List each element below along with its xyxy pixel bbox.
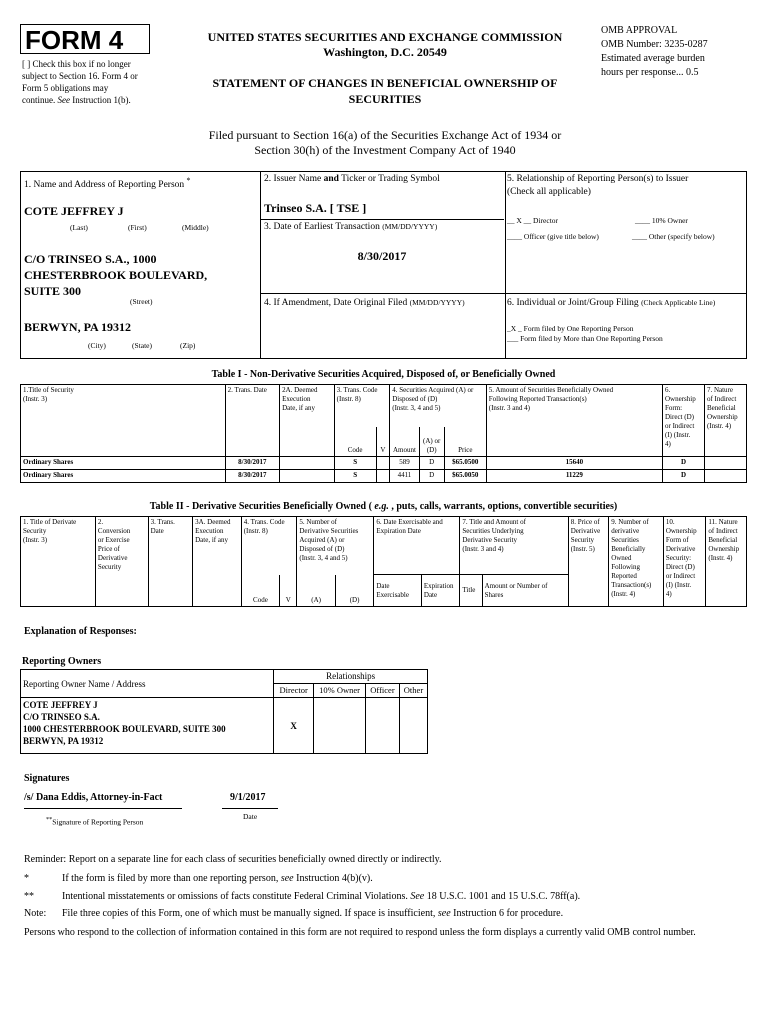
relationship-director: __ X __ Director [507,216,559,225]
explanation-heading: Explanation of Responses: [24,626,137,637]
omb-approval: OMB APPROVAL OMB Number: 3235-0287 Estimated average burden hours per response... 0.5 [601,25,708,78]
agency-name: UNITED STATES SECURITIES AND EXCHANGE COMMISSION [207,30,563,44]
signer-name: /s/ Dana Eddis, Attorney-in-Fact [24,792,163,803]
signature-caption: **Signature of Reporting Person [46,816,144,827]
filing-one-person: _X _ Form filed by One Reporting Person [507,324,634,333]
earliest-transaction-date: 8/30/2017 [357,249,407,263]
reporting-person-city: BERWYN, PA 19312 [24,320,132,334]
box6-label: 6. Individual or Joint/Group Filing (Check Applicable Line) [507,298,716,308]
footnote-note: File three copies of this Form, one of which must be manually signed. If space is insufficient, see Instruction 6 for procedure. [62,908,564,919]
omb-notice: Persons who respond to the collection of information contained in this form are not required to respond unless the form displays a currently valid OMB control number. [24,927,696,938]
box4-label: 4. If Amendment, Date Original Filed (MM/DD/YYYY) [264,298,465,308]
form-title: FORM 4 [20,24,150,54]
table1-title: Table I - Non-Derivative Securities Acquired, Disposed of, or Beneficially Owned [211,369,556,380]
relationship-other: ____ Other (specify below) [632,232,715,241]
filer-info-grid: 1. Name and Address of Reporting Person * COTE JEFFREY J (Last) (First) (Middle) C/O TRINSEO S.A., 1000 CHESTERBROOK BOULEVARD, SUITE 300 (Street) BERWYN, PA 19312 (City) (State) (Zip) 2. Issuer Name and Ticker or Trading Symbol Trinseo S.A. [ TSE ] 3. Date of Earliest Transaction (MM/DD/YYYY) 8/30/2017 4. If Amendment, Date Original Filed (MM/DD/YYYY) 5. Relationship of Reporting Person(s) to Issuer (Check all applicable) __ X __ Director ____ 10% Owner ____ Officer (give title below) ____ Other (specify below) 6. Individual or Joint/Group Filing (Check Applicable Line) _X _ Form filed by One Reporting Person ___ Form filed by More than One Reporting Person [20,171,747,359]
owner-name-header: Reporting Owner Name / Address [21,670,274,698]
agency-location: Washington, D.C. 20549 [323,45,447,59]
relationship-officer: ____ Officer (give title below) [507,232,599,241]
date-caption: Date [243,812,258,821]
table-row: COTE JEFFREY J C/O TRINSEO S.A. 1000 CHESTERBROOK BOULEVARD, SUITE 300 BERWYN, PA 19312 X [21,698,428,754]
signatures-heading: Signatures [24,773,70,784]
box3-label: 3. Date of Earliest Transaction (MM/DD/YYYY) [264,222,438,232]
box2-label: 2. Issuer Name and Ticker or Trading Symbol [264,174,440,184]
director-mark: X [274,698,314,754]
table-row: Ordinary Shares 8/30/2017 S 589 D $65.0500 15640 D [21,457,747,470]
box1-label: 1. Name and Address of Reporting Person * [24,176,191,191]
table-row: Ordinary Shares 8/30/2017 S 4411 D $65.0050 11229 D [21,470,747,483]
filed-pursuant: Filed pursuant to Section 16(a) of the Securities Exchange Act of 1934 or Section 30(h) of the Investment Company Act of 1940 [208,128,562,157]
footnote-double-star: Intentional misstatements or omissions of facts constitute Federal Criminal Violations. See 18 U.S.C. 1001 and 15 U.S.C. 78ff(a). [62,891,581,902]
t1-h-title: 1.Title of Security (Instr. 3) [21,385,226,457]
checkbox-instructions: [ ] Check this box if no longer subject to Section 16. Form 4 or Form 5 obligations may continue. See Instruction 1(b). [22,59,138,105]
issuer-name: Trinseo S.A. [ TSE ] [264,201,367,215]
statement-title: STATEMENT OF CHANGES IN BENEFICIAL OWNERSHIP OF SECURITIES [212,76,558,106]
reporting-owners-heading: Reporting Owners [22,656,102,667]
signature-date: 9/1/2017 [230,792,266,803]
reporting-owners-table: Reporting Owner Name / Address Relationships Director 10% Owner Officer Other COTE JEFFREY J C/O TRINSEO S.A. 1000 CHESTERBROOK BOULEVARD, SUITE 300 BERWYN, PA 19312 X [20,669,428,754]
filing-more-persons: ___ Form filed by More than One Reporting Person [507,334,663,343]
table2-derivative: 1. Title of Derivate Security (Instr. 3) 2. Conversion or Exercise Price of Derivative Security 3. Trans. Date 3A. Deemed Execution Date, if any 4. Trans. Code (Instr. 8) 5. Number of Derivative Securities Acquired (A) or Disposed of (D) (Instr. 3, 4 and 5) 6. Date Exercisable and Expiration Date 7. Title and Amount of Securities Underlying Derivative Security (Instr. 3 and 4) 8. Price of Derivative Security (Instr. 5) 9. Number of derivative Securities Beneficially Owned Following Reported Transaction(s) (Instr. 4) 10. Ownership Form of Derivative Security: Direct (D) or Indirect (I) (Instr. 4) 11. Nature of Indirect Beneficial Ownership (Instr. 4) Code V (A) (D) Date Exercisable Expiration Date Title Amount or Number of Shares [20,516,747,607]
reporting-person-name: COTE JEFFREY J [24,204,124,218]
table1-non-derivative: 1.Title of Security (Instr. 3) 2. Trans. Date 2A. Deemed Execution Date, if any 3. Trans. Code (Instr. 8) 4. Securities Acquired (A) or Disposed of (D) (Instr. 3, 4 and 5) 5. Amount of Securities Beneficially Owned Following Reported Transaction(s) (Instr. 3 and 4) 6. Ownership Form: Direct (D) or Indirect (I) (Instr. 4) 7. Nature of Indirect Beneficial Ownership (Instr. 4) Code V Amount (A) or (D) Price Ordinary Shares 8/30/2017 S 589 D $65.0500 15640 D Ordinary Shares 8/30/2017 S 4411 D $65.0050 11229 D [20,384,747,483]
relationship-10pct-owner: ____ 10% Owner [635,216,688,225]
box5-label: 5. Relationship of Reporting Person(s) to Issuer (Check all applicable) [507,174,689,197]
table2-title: Table II - Derivative Securities Beneficially Owned ( e.g. , puts, calls, warrants, options, convertible securities) [149,501,618,512]
footnote-star: If the form is filed by more than one reporting person, see Instruction 4(b)(v). [62,873,373,884]
agency-header [175,30,595,60]
reporting-person-address: C/O TRINSEO S.A., 1000 CHESTERBROOK BOULEVARD, SUITE 300 [24,252,208,298]
reminder-text: Reminder: Report on a separate line for each class of securities beneficially owned directly or indirectly. [24,854,442,865]
